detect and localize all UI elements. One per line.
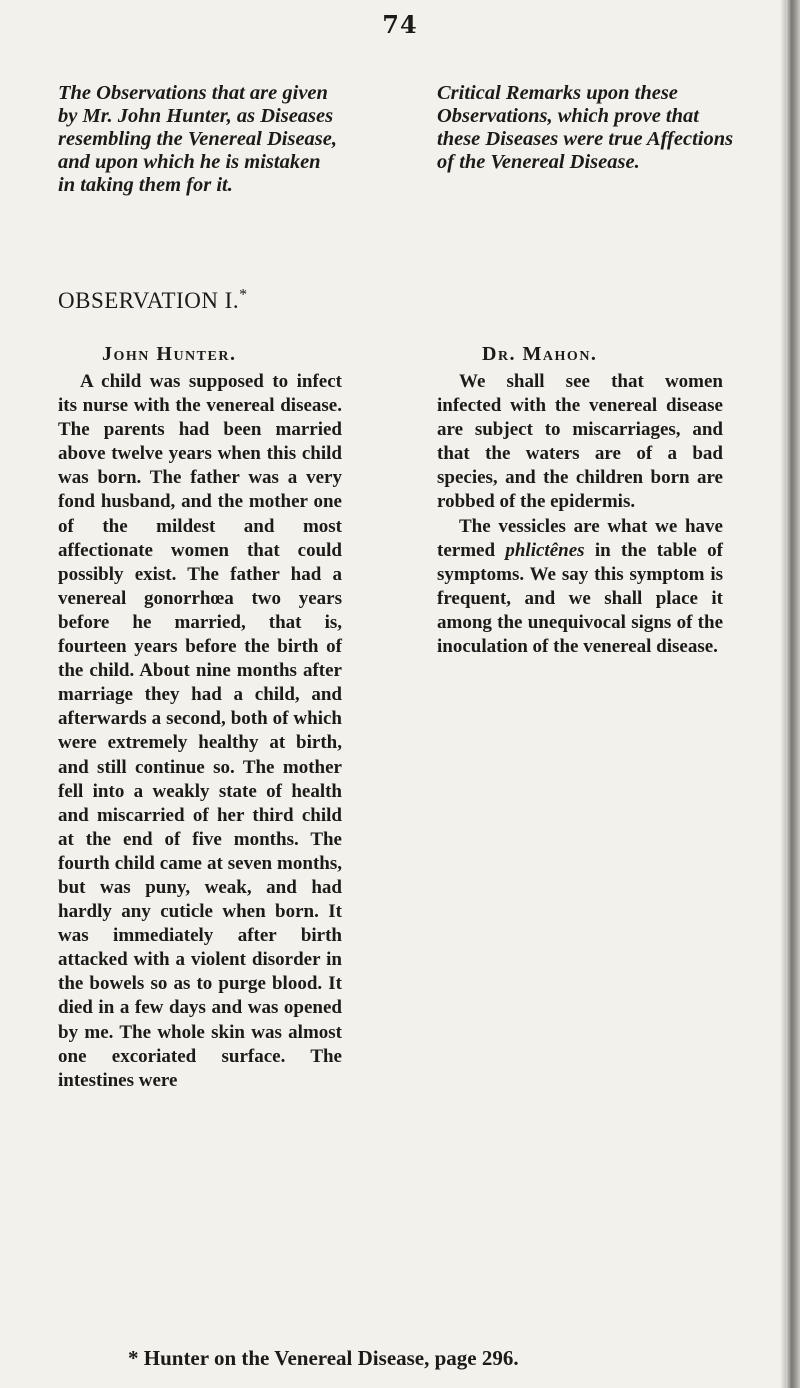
page-number: 74 <box>382 10 418 39</box>
left-paragraph: A child was supposed to infect its nurse with the venereal disease. The parents had been married above twelve years when this child was born. The father was a very fond husband, and the mother one of the mildest and most affectionate women that could possibly exist. The father had a venereal gonorrhœa two years before he married, that is, fourteen years before the birth of the child. About nine months after marriage they had a child, and afterwards a second, both of which were extremely healthy at birth, and still continue so. The mother fell into a weakly state of health and miscarried of her third child at the end of five months. The fourth child came at seven months, but was puny, weak, and had hardly any cuticle when born. It was immediately after birth attacked with a violent disorder in the bowels so as to purge blood. It died in a few days and was opened by me. The whole skin was almost one excoriated surface. The intestines were <box>58 371 342 1091</box>
right-paragraph-2-start: The vessicles are what we have termed <box>437 515 723 561</box>
right-paragraph-2-term: phlictênes <box>505 539 585 561</box>
footnote-marker: * <box>239 286 248 304</box>
footnote: * Hunter on the Venereal Disease, page 296. <box>128 1346 519 1370</box>
left-column-heading-block <box>58 82 338 197</box>
page-edge <box>786 0 800 1388</box>
left-column-body <box>58 370 342 1093</box>
right-paragraph-2-end: in the table of symptoms. We say this symptom is frequent, and we shall place it among the unequivocal signs of the inoculation of the venereal disease. <box>437 539 723 658</box>
right-column-body <box>437 370 723 659</box>
observation-title <box>58 288 248 314</box>
observation-title-text: OBSERVATION I. <box>58 288 240 313</box>
left-column-heading: The Observations that are given by Mr. John Hunter, as Diseases resembling the Venereal Disease, and upon which he is mistaken in taking them for it. <box>58 82 338 196</box>
right-column-heading: Critical Remarks upon these Observations, which prove that these Diseases were true Affections of the Venereal Disease. <box>437 82 734 173</box>
left-author: John Hunter. <box>102 343 237 365</box>
right-paragraph-1: We shall see that women infected with the venereal disease are subject to miscarriages, and that the waters are of a bad species, and the children born are robbed of the epidermis. <box>437 371 723 513</box>
right-paragraph-2 <box>437 515 723 660</box>
right-column-heading-block <box>437 82 737 174</box>
right-author: Dr. Mahon. <box>482 343 598 365</box>
